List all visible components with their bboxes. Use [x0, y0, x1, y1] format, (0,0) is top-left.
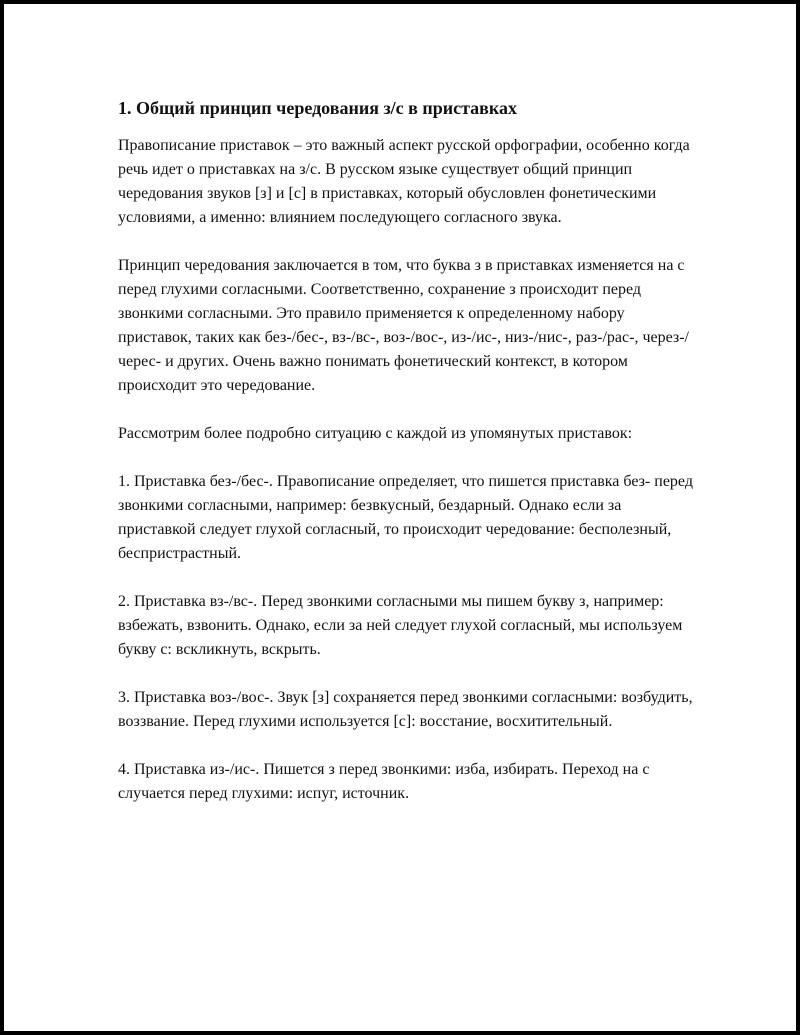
paragraph-overview: Рассмотрим более подробно ситуацию с каждой из упомянутых приставок: — [118, 425, 633, 442]
document-body — [118, 96, 694, 830]
section-heading: 1. Общий принцип чередования з/с в приставках — [118, 98, 518, 118]
paragraph-prefix-vz: 2. Приставка вз-/вс-. Перед звонкими согласными мы пишем букву з, например: взбежать, взвонить. Однако, если за ней следует глухой согласный, мы используем букву с: вскликнуть, вскрыть. — [118, 593, 683, 658]
paragraph-prefix-iz: 4. Приставка из-/ис-. Пишется з перед звонкими: изба, избирать. Переход на с случается перед глухими: испуг, источник. — [118, 761, 650, 802]
paragraph-prefix-voz: 3. Приставка воз-/вос-. Звук [з] сохраняется перед звонкими согласными: возбудить, воззвание. Перед глухими используется [с]: восстание, восхитительный. — [118, 689, 693, 730]
paragraph-prefix-bez: 1. Приставка без-/бес-. Правописание определяет, что пишется приставка без- перед звонкими согласными, например: безвкусный, бездарный. Однако если за приставкой следует глухой согласный, то происходит чередование: бесполезный, беспристрастный. — [118, 473, 693, 562]
paragraph-principle: Принцип чередования заключается в том, что буква з в приставках изменяется на с перед глухими согласными. Соответственно, сохранение з происходит перед звонкими согласными. Это правило применяется к определенному набору приставок, таких как без-/бес-, вз-/вс-, воз-/вос-, из-/ис-, низ-/нис-, раз-/рас-, через-/черес- и других. Очень важно понимать фонетический контекст, в котором происходит это чередование. — [118, 257, 689, 394]
paragraph-intro: Правописание приставок – это важный аспект русской орфографии, особенно когда речь идет о приставках на з/с. В русском языке существует общий принцип чередования звуков [з] и [с] в приставках, который обусловлен фонетическими условиями, а именно: влиянием последующего согласного звука. — [118, 137, 690, 226]
